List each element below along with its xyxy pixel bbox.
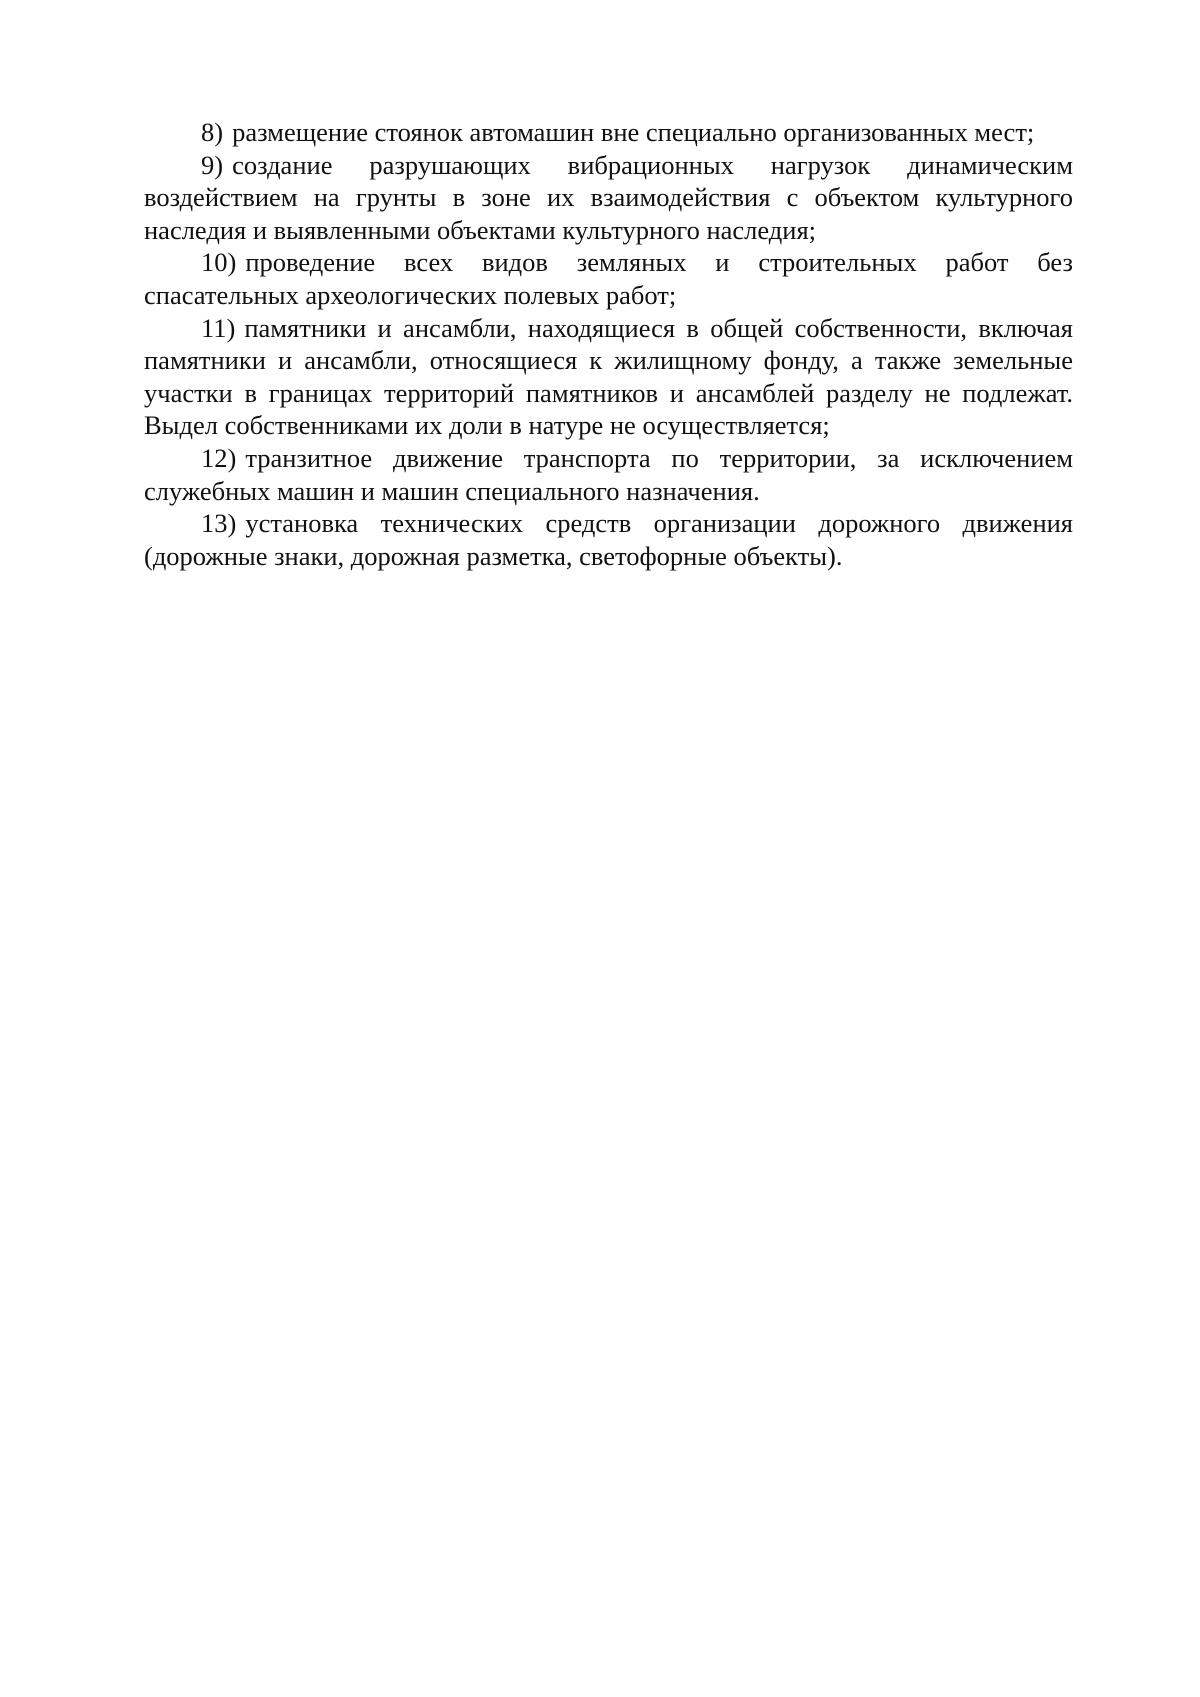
list-item-13 — [144, 507, 1073, 572]
item-number: 9) — [201, 149, 224, 180]
item-number: 10) — [201, 247, 237, 278]
item-text: памятники и ансамбли, находящиеся в общей собственности, включая памятники и ансамбли, относящиеся к жилищному фонду, а также земельные участки в границах территорий памятников и ансамблей разделу не подлежат. Выдел собственниками их доли в натуре не осуществляется; — [144, 312, 1073, 441]
list-item-11 — [144, 312, 1073, 442]
item-number: 13) — [201, 508, 237, 539]
list-item-9 — [144, 149, 1073, 247]
item-number: 11) — [201, 312, 236, 343]
item-text: транзитное движение транспорта по территории, за исключением служебных машин и машин специального назначения. — [144, 442, 1073, 506]
list-item-8 — [144, 116, 1073, 149]
list-item-12 — [144, 442, 1073, 507]
list-item-10 — [144, 246, 1073, 311]
item-number: 12) — [201, 442, 237, 473]
item-text: установка технических средств организации дорожного движения (дорожные знаки, дорожная разметка, светофорные объекты). — [144, 508, 1073, 571]
item-number: 8) — [201, 117, 224, 147]
document-body — [144, 116, 1073, 572]
item-text: создание разрушающих вибрационных нагрузок динамическим воздействием на грунты в зоне их взаимодействия с объектом культурного наследия и выявленными объектами культурного наследия; — [144, 149, 1073, 245]
item-text: проведение всех видов земляных и строительных работ без спасательных археологических полевых работ; — [144, 247, 1073, 310]
item-text: размещение стоянок автомашин вне специально организованных мест; — [232, 117, 1035, 147]
